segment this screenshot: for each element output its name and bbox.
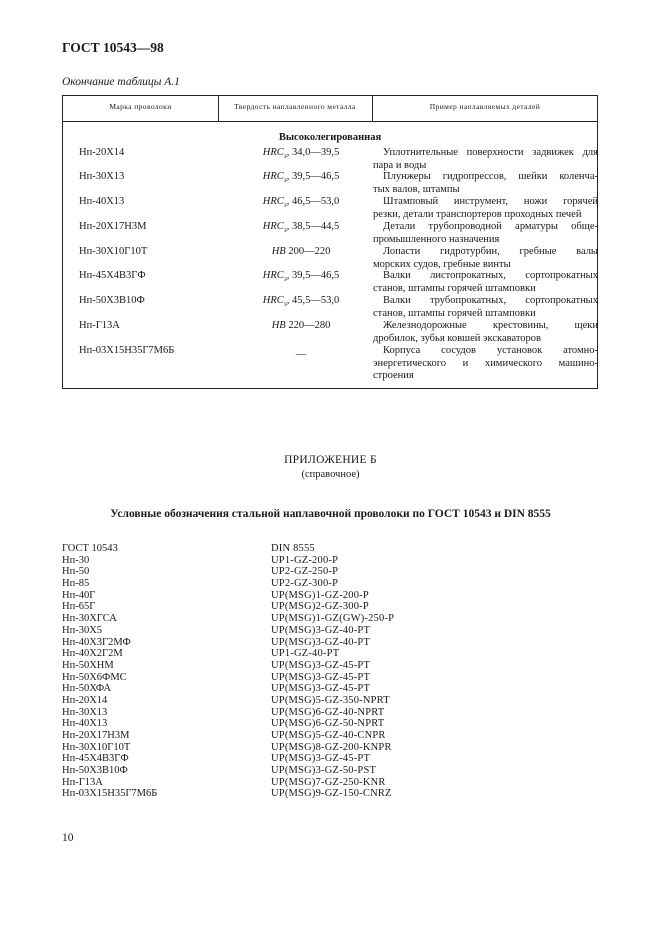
- part-example: [373, 345, 598, 383]
- hardness-subscript: э: [283, 176, 287, 185]
- list-item: [62, 777, 462, 789]
- list-item: [62, 753, 462, 765]
- page-number: 10: [62, 832, 74, 844]
- din-designation: UP(MSG)1-GZ-200-P: [271, 589, 369, 601]
- part-example: [373, 196, 598, 221]
- list-item: [62, 590, 462, 602]
- din-designation: UP(MSG)6-GZ-40-NPRT: [271, 706, 385, 718]
- hardness-range: 45,5—53,0: [292, 295, 340, 306]
- part-example-line: Корпуса сосудов установок атомно-: [383, 345, 598, 356]
- part-example-line: строения: [373, 370, 414, 381]
- hardness-range: 220—280: [288, 320, 331, 331]
- din-designation: UP(MSG)3-GZ-45-PT: [271, 671, 371, 683]
- hardness-unit: HRC: [262, 196, 284, 207]
- list-item: [62, 707, 462, 719]
- din-designation: UP2-GZ-250-P: [271, 566, 339, 578]
- hardness-value: $HRC_э$, 38,5—44,5: [262, 221, 340, 235]
- part-example-line: станов, штампы горячей штамповки: [373, 307, 536, 319]
- part-example: [373, 221, 598, 246]
- din-designation: UP(MSG)3-GZ-45-PT: [271, 659, 371, 671]
- din-designation: UP(MSG)7-GZ-250-KNR: [271, 776, 386, 788]
- col-header-hardness: Твердость наплавленного металла: [234, 102, 356, 111]
- table-subheader: Высоколегированная: [278, 132, 382, 143]
- gost-designation: Нп-30: [62, 554, 90, 566]
- wire-mark: Нп-40Х13: [79, 196, 125, 207]
- din-designation: UP2-GZ-300-P: [271, 578, 339, 590]
- gost-designation: Нп-Г13А: [62, 776, 103, 788]
- hardness-range: 39,5—46,5: [292, 270, 340, 281]
- list-item: [62, 601, 462, 613]
- part-example-line: Железнодорожные крестовины, щеки: [383, 320, 598, 331]
- part-example: [373, 147, 598, 172]
- hardness-value: [221, 345, 381, 362]
- hardness-unit: HRC: [262, 295, 284, 306]
- hardness-range: 34,0—39,5: [292, 147, 340, 158]
- hardness-subscript: э: [283, 226, 287, 235]
- list-item: [62, 695, 462, 707]
- part-example: [373, 246, 598, 271]
- list-item: [62, 672, 462, 684]
- gost-designation: Нп-40Х13: [62, 718, 108, 730]
- part-example: [373, 320, 598, 345]
- din-designation: UP(MSG)1-GZ(GW)-250-P: [271, 613, 395, 625]
- din-designation: UP(MSG)2-GZ-300-P: [271, 601, 369, 613]
- list-item: [62, 742, 462, 754]
- list-item: [62, 555, 462, 567]
- din-designation: UP(MSG)3-GZ-45-PT: [271, 753, 371, 765]
- gost-designation: Нп-40Х3Г2МФ: [62, 636, 131, 648]
- gost-designation: Нп-50Х6ФМС: [62, 671, 127, 683]
- list-item: [62, 648, 462, 660]
- hardness-subscript: э: [283, 300, 287, 309]
- hardness-range: 39,5—46,5: [292, 171, 340, 182]
- hardness-value: $HRC_э$, 45,5—53,0: [262, 295, 340, 309]
- din-designation: UP(MSG)5-GZ-350-NPRT: [271, 694, 390, 706]
- wire-mark: Нп-30Х10Г10Т: [79, 246, 148, 257]
- list-item: [62, 718, 462, 730]
- hardness-subscript: э: [283, 201, 287, 210]
- wire-mark: Нп-45Х4В3ГФ: [79, 270, 146, 281]
- part-example: [373, 270, 598, 295]
- hardness-range: 38,5—44,5: [292, 221, 340, 232]
- hardness-unit: HRC: [262, 147, 284, 158]
- hardness-value: $HRC_э$, 39,5—46,5: [262, 270, 340, 284]
- gost-designation: Нп-30Х13: [62, 706, 108, 718]
- table-caption: Окончание таблицы А.1: [62, 76, 180, 88]
- part-example-line: Детали трубопроводной арматуры обще-: [383, 221, 598, 232]
- gost-designation: Нп-20Х14: [62, 694, 108, 706]
- list-item: [62, 765, 462, 777]
- hardness-unit: HRC: [262, 270, 284, 281]
- list-items: [62, 555, 462, 800]
- list-item: [62, 566, 462, 578]
- wire-mark: Нп-50Х3В10Ф: [79, 295, 145, 306]
- gost-designation: Нп-30Х10Г10Т: [62, 741, 131, 753]
- gost-designation: Нп-40Г: [62, 589, 96, 601]
- appendix-kind: (справочное): [301, 469, 360, 480]
- list-item: [62, 637, 462, 649]
- part-example-line: морских судов, гребные винты: [373, 258, 511, 270]
- list-item: [62, 613, 462, 625]
- list-item: [62, 578, 462, 590]
- hardness-range: 200—220: [288, 246, 331, 257]
- hardness-unit: HRC: [262, 171, 284, 182]
- wire-mark: Нп-30Х13: [79, 171, 125, 182]
- list-header: [62, 543, 462, 555]
- hardness-subscript: э: [283, 152, 287, 161]
- col-header-mark: Марка проволоки: [109, 102, 172, 111]
- appendix-heading: Условные обозначения стальной наплавочной проволоки по ГОСТ 10543 и DIN 8555: [110, 508, 551, 520]
- part-example-line: Лопасти гидротурбин, гребные валы: [383, 246, 598, 257]
- list-header-din: DIN 8555: [271, 543, 315, 554]
- gost-designation: Нп-50ХФА: [62, 683, 112, 695]
- part-example: [373, 295, 598, 320]
- part-example-line: энергетического и химического машино-: [373, 357, 598, 369]
- part-example-line: Плунжеры гидропрессов, шейки коленча-: [383, 171, 598, 182]
- gost-designation: Нп-50: [62, 566, 90, 578]
- part-example-line: станов, штампы горячей штамповки: [373, 282, 536, 294]
- appendix-title: ПРИЛОЖЕНИЕ Б: [284, 454, 377, 466]
- wire-mark: Нп-Г13А: [79, 320, 120, 331]
- hardness-range: —: [295, 349, 307, 360]
- gost-designation: Нп-30ХГСА: [62, 613, 117, 625]
- list-item: [62, 660, 462, 672]
- gost-designation: Нп-85: [62, 578, 90, 590]
- part-example-line: Уплотнительные поверхности задвижек для: [383, 147, 598, 158]
- list-header-gost: ГОСТ 10543: [62, 543, 118, 554]
- din-designation: UP(MSG)8-GZ-200-KNPR: [271, 741, 392, 753]
- gost-designation: Нп-50ХНМ: [62, 659, 114, 671]
- part-example-line: пара и воды: [373, 159, 427, 171]
- list-item: [62, 730, 462, 742]
- gost-designation: Нп-03Х15Н35Г7М6Б: [62, 788, 158, 800]
- din-designation: UP(MSG)5-GZ-40-CNPR: [271, 730, 386, 741]
- gost-designation: Нп-30Х5: [62, 624, 103, 636]
- part-example-line: Штамповый инструмент, ножи горячей: [383, 196, 598, 207]
- part-example-line: промышленного назначения: [373, 233, 500, 245]
- part-example-line: дробилок, зубья ковшей экскаваторов: [373, 332, 542, 344]
- header-rule: [63, 121, 597, 122]
- din-designation: UP(MSG)9-GZ-150-CNRZ: [271, 788, 392, 800]
- hardness-unit: HB: [271, 246, 286, 257]
- part-example-line: Валки листопрокатных, сортопрокатных: [383, 270, 598, 281]
- wire-mark: Нп-20Х14: [79, 147, 125, 158]
- gost-designation: Нп-45Х4В3ГФ: [62, 753, 129, 765]
- din-designation: UP(MSG)6-GZ-50-NPRT: [271, 718, 385, 730]
- din-designation: UP(MSG)3-GZ-40-PT: [271, 636, 371, 648]
- hardness-unit: HB: [271, 320, 286, 331]
- din-designation: UP(MSG)3-GZ-50-PST: [271, 765, 377, 777]
- hardness-value: $HRC_э$, 39,5—46,5: [262, 171, 340, 185]
- hardness-value: $HRC_э$, 46,5—53,0: [262, 196, 340, 210]
- gost-designation: Нп-40Х2Г2М: [62, 648, 123, 660]
- designation-list: [62, 543, 462, 800]
- hardness-table: [62, 95, 598, 389]
- hardness-value: [221, 320, 381, 333]
- din-designation: UP(MSG)3-GZ-45-PT: [271, 683, 371, 695]
- part-example-line: Валки трубопрокатных, сортопрокатных: [383, 295, 598, 306]
- hardness-value: [221, 246, 381, 259]
- part-example-line: резки, детали транспортеров проходных печей: [373, 208, 582, 220]
- hardness-range: 46,5—53,0: [292, 196, 340, 207]
- gost-designation: Нп-20Х17Н3М: [62, 730, 130, 741]
- list-item: [62, 683, 462, 695]
- document-header: ГОСТ 10543—98: [62, 40, 164, 55]
- list-item: [62, 788, 462, 800]
- din-designation: UP(MSG)3-GZ-40-PT: [271, 624, 371, 636]
- gost-designation: Нп-65Г: [62, 601, 96, 613]
- list-item: [62, 625, 462, 637]
- din-designation: UP1-GZ-200-P: [271, 554, 339, 566]
- wire-mark: Нп-03Х15Н35Г7М6Б: [79, 345, 175, 356]
- part-example: [373, 171, 598, 196]
- col-header-parts: Пример наплавляемых деталей: [429, 102, 541, 111]
- wire-mark: Нп-20Х17Н3М: [79, 221, 147, 232]
- hardness-value: $HRC_э$, 34,0—39,5: [262, 147, 340, 161]
- din-designation: UP1-GZ-40-PT: [271, 648, 340, 660]
- part-example-line: тых валов, штампы: [373, 183, 460, 195]
- gost-designation: Нп-50Х3В10Ф: [62, 765, 128, 777]
- hardness-subscript: э: [283, 275, 287, 284]
- hardness-unit: HRC: [262, 221, 284, 232]
